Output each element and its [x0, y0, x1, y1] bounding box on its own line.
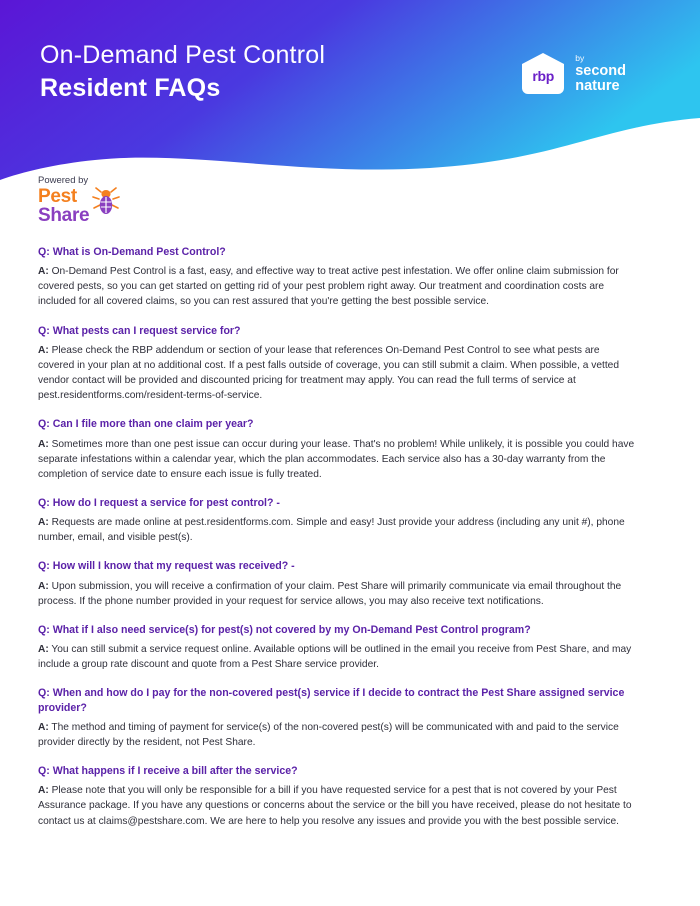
faq-question: Q: When and how do I pay for the non-covered pest(s) service if I decide to contract the Pest Share assigned service provider?	[38, 687, 625, 714]
faq-item	[38, 496, 638, 545]
powered-by-label: Powered by	[38, 175, 89, 186]
rbp-badge-icon	[520, 52, 566, 96]
header-banner	[0, 0, 700, 200]
faq-answer-prefix: A:	[38, 266, 49, 278]
faq-item	[38, 245, 638, 310]
rbp-logo-text: rbp	[532, 67, 555, 84]
faq-item	[38, 623, 638, 672]
faq-answer-text: Please check the RBP addendum or section of your lease that references On-Demand Pest Control to see what pests are covered in your plan at no additional cost. If a pest falls outside of coverage, you can still submit a claim. When possible, a vetted vendor contact will be provided and discounted pricing for treatment may apply. You can read the full terms of service at pest.residentforms.com/resident-terms-of-service.	[38, 344, 620, 402]
second-nature-line-2: nature	[575, 77, 620, 94]
faq-answer	[38, 783, 638, 828]
faq-item	[38, 324, 638, 404]
faq-question: Q: What is On-Demand Pest Control?	[38, 246, 226, 258]
faq-question: Q: What happens if I receive a bill after the service?	[38, 765, 298, 778]
faq-answer-text: Please note that you will only be responsible for a bill if you have requested service for a pest that is not covered by your Pest Assurance package. If you have any questions or concerns about the service or the bill you have received, please do not hesitate to contact us at claims@pestshare.com. We are here to help you resolve any issues and provide you with the best possible service.	[38, 785, 632, 827]
faq-answer-prefix: A:	[38, 344, 49, 356]
faq-answer	[38, 642, 638, 672]
faq-answer-text: Upon submission, you will receive a confirmation of your claim. Pest Share will primarily communicate via email throughout the process. If the phone number provided in your request for service allows, you may also receive text notifications.	[38, 580, 622, 607]
faq-answer-text: Requests are made online at pest.residentforms.com. Simple and easy! Just provide your address (including any unit #), phone number, email, and visible pest(s).	[38, 517, 625, 544]
faq-item	[38, 559, 638, 608]
title-line-1: On-Demand Pest Control	[40, 41, 326, 69]
rbp-second-nature-logo	[520, 52, 626, 96]
faq-answer-text: On-Demand Pest Control is a fast, easy, and effective way to treat active pest infestation. We offer online claim submission for covered pests, so you can get started on getting rid of your pest problem right away. Our treatment and coordination costs are included for all covered claims, so you can rest assured that you're getting the best possible service.	[38, 266, 619, 308]
faq-answer	[38, 515, 638, 545]
powered-by-block	[38, 175, 121, 225]
faq-answer	[38, 579, 638, 609]
faq-list	[38, 245, 638, 843]
faq-answer-prefix: A:	[38, 580, 49, 592]
second-nature-by-label: by	[575, 52, 585, 63]
faq-question: Q: What pests can I request service for?	[38, 324, 241, 337]
second-nature-line-1: second	[575, 62, 626, 79]
faq-question: Q: How do I request a service for pest control? -	[38, 496, 280, 509]
faq-question: Q: How will I know that my request was received? -	[38, 560, 295, 573]
pest-share-word-1: Pest	[38, 186, 77, 207]
faq-answer-prefix: A:	[38, 721, 49, 733]
faq-answer-prefix: A:	[38, 644, 49, 656]
faq-answer	[38, 720, 638, 750]
bug-icon	[91, 185, 121, 222]
page-title	[40, 40, 325, 105]
faq-answer-text: Sometimes more than one pest issue can occur during your lease. That's no problem! While unlikely, it is possible you could have separate infestations within a calendar year, which the plan accommodates. Each service also has a 30-day warranty from the completion of service date to ensure each issue is fully treated.	[38, 438, 635, 480]
faq-item	[38, 686, 638, 750]
title-line-2: Resident FAQs	[40, 74, 221, 103]
pest-share-word-2: Share	[38, 204, 90, 226]
faq-item	[38, 417, 638, 482]
second-nature-wordmark	[575, 54, 626, 94]
faq-answer-prefix: A:	[38, 438, 49, 450]
pest-share-logo	[38, 188, 121, 225]
faq-answer	[38, 343, 638, 403]
faq-answer	[38, 264, 638, 309]
faq-item	[38, 764, 638, 829]
faq-question: Q: What if I also need service(s) for pest(s) not covered by my On-Demand Pest Control program?	[38, 623, 531, 636]
faq-answer	[38, 437, 638, 482]
pest-share-wordmark	[38, 188, 89, 225]
faq-answer-prefix: A:	[38, 517, 49, 529]
faq-answer-prefix: A:	[38, 785, 49, 797]
faq-question: Q: Can I file more than one claim per year?	[38, 418, 254, 431]
faq-answer-text: The method and timing of payment for service(s) of the non-covered pest(s) will be communicated with and paid to the service provider directly by the resident, not Pest Share.	[38, 721, 619, 748]
faq-answer-text: You can still submit a service request online. Available options will be outlined in the email you receive from Pest Share, and may include a group rate discount and quote from a Pest Share service provider.	[38, 644, 632, 671]
